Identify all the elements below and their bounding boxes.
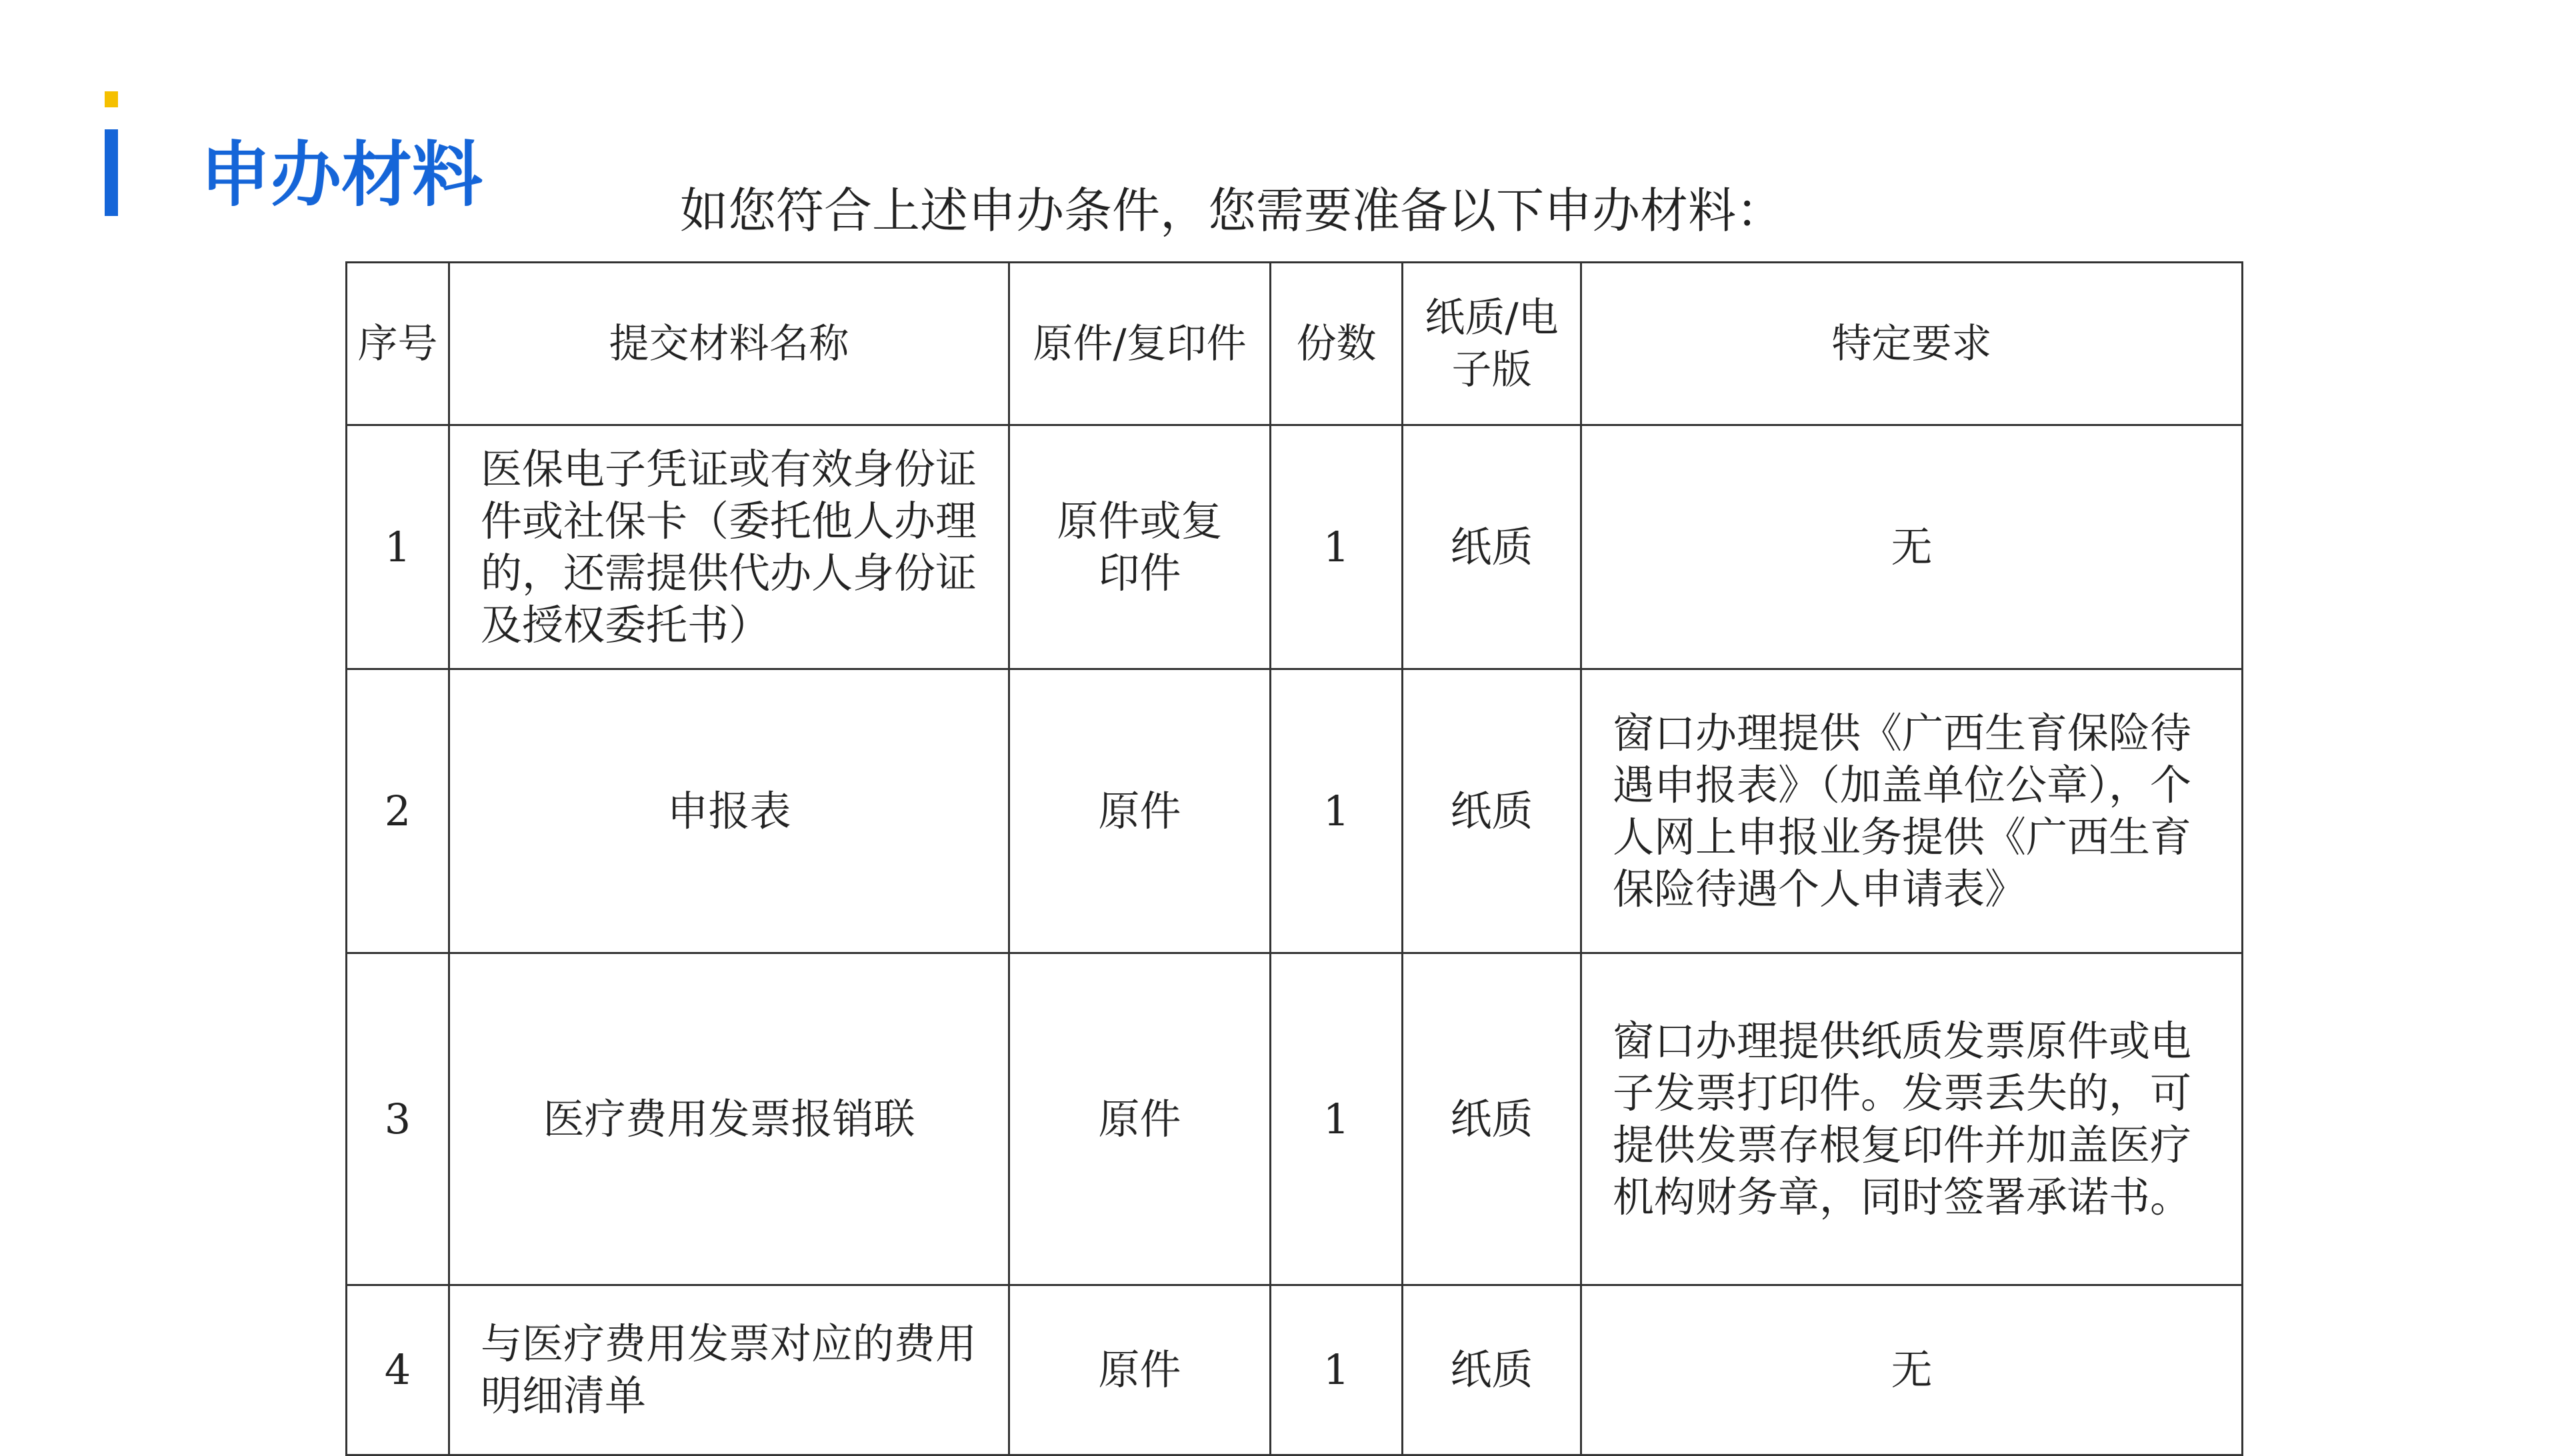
cell-copies: 1 (1271, 953, 1403, 1285)
cell-requirements: 窗口办理提供《广西生育保险待遇申报表》（加盖单位公章），个人网上申报业务提供《广西生育保险待遇个人申请表》 (1581, 669, 2243, 953)
title-accent-dot (105, 91, 118, 107)
table-row (347, 1285, 2243, 1455)
header-original-copy: 原件/复印件 (1009, 263, 1271, 425)
cell-copies: 1 (1271, 1285, 1403, 1455)
cell-requirements: 窗口办理提供纸质发票原件或电子发票打印件。发票丢失的，可提供发票存根复印件并加盖医疗机构财务章，同时签署承诺书。 (1581, 953, 2243, 1285)
cell-copies: 1 (1271, 425, 1403, 669)
cell-format: 纸质 (1403, 669, 1581, 953)
table-row (347, 953, 2243, 1285)
intro-text: 如您符合上述申办条件，您需要准备以下申办材料： (680, 183, 1785, 239)
header-name: 提交材料名称 (449, 263, 1009, 425)
cell-index: 3 (347, 953, 449, 1285)
cell-copies: 1 (1271, 669, 1403, 953)
table-row (347, 669, 2243, 953)
cell-format: 纸质 (1403, 953, 1581, 1285)
cell-name: 申报表 (449, 669, 1009, 953)
header-index: 序号 (347, 263, 449, 425)
header-requirements: 特定要求 (1581, 263, 2243, 425)
cell-index: 4 (347, 1285, 449, 1455)
table-header-row (347, 263, 2243, 425)
cell-name: 医疗费用发票报销联 (449, 953, 1009, 1285)
section-title: 申办材料 (200, 134, 483, 216)
cell-original-copy: 原件 (1009, 669, 1271, 953)
cell-name: 与医疗费用发票对应的费用明细清单 (449, 1285, 1009, 1455)
materials-table (345, 261, 2243, 1456)
cell-original-copy: 原件 (1009, 953, 1271, 1285)
cell-format: 纸质 (1403, 1285, 1581, 1455)
cell-index: 1 (347, 425, 449, 669)
table-row (347, 425, 2243, 669)
cell-index: 2 (347, 669, 449, 953)
cell-format: 纸质 (1403, 425, 1581, 669)
cell-original-copy: 原件或复印件 (1009, 425, 1271, 669)
header-format: 纸质/电子版 (1403, 263, 1581, 425)
cell-name: 医保电子凭证或有效身份证件或社保卡（委托他人办理的，还需提供代办人身份证及授权委托书） (449, 425, 1009, 669)
cell-requirements: 无 (1581, 1285, 2243, 1455)
title-accent-bar (105, 129, 118, 216)
header-copies: 份数 (1271, 263, 1403, 425)
cell-requirements: 无 (1581, 425, 2243, 669)
cell-original-copy: 原件 (1009, 1285, 1271, 1455)
